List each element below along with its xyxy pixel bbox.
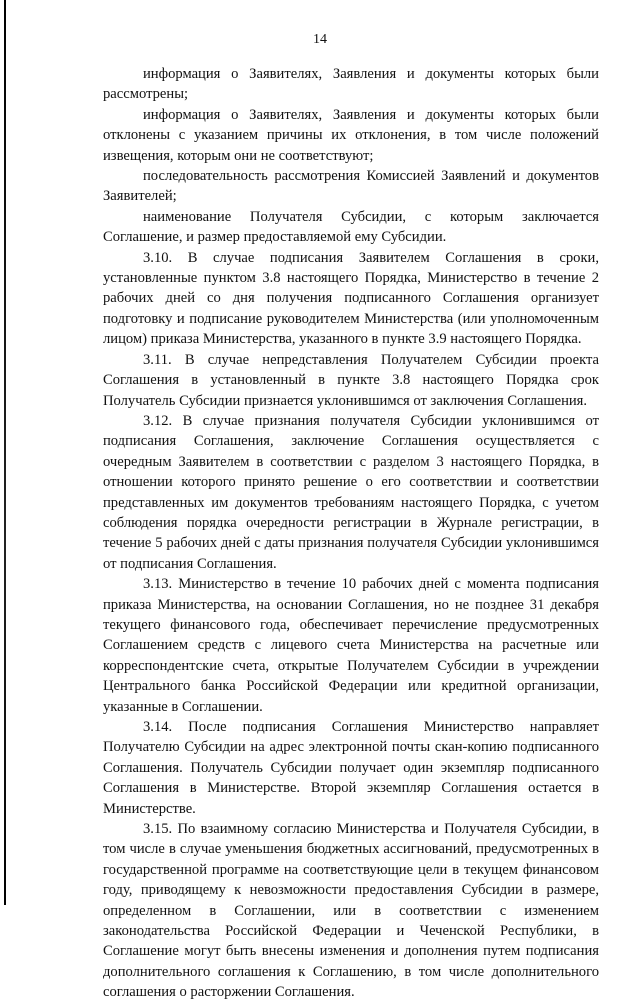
paragraph-3-11: 3.11. В случае непредставления Получателем Субсидии проекта Соглашения в установленный в пункте 3.8 настоящего Порядка срок Получатель Субсидии признается уклонившимся от заключения Соглашения.	[103, 351, 599, 409]
scan-edge-line	[4, 0, 6, 905]
paragraph-review-sequence: последовательность рассмотрения Комиссией Заявлений и документов Заявителей;	[103, 168, 599, 205]
page-number: 14	[313, 32, 327, 47]
paragraph-3-12: 3.12. В случае признания получателя Субсидии уклонившимся от подписания Соглашения, заключение Соглашения осуществляется с очередным Заявителем в соответствии с разделом 3 настоящего Порядка, в отношении которого принято решение о его соответствии и соответствии представленных им документов требованиям настоящего Порядка, с учетом соблюдения порядка очередности регистрации в Журнале регистрации, в течение 5 рабочих дней с даты признания получателя Субсидии уклонившимся от подписания Соглашения.	[103, 412, 599, 572]
paragraph-recipient-name: наименование Получателя Субсидии, с которым заключается Соглашение, и размер предоставляемой ему Субсидии.	[103, 208, 599, 246]
document-body	[103, 64, 599, 1003]
paragraph-3-15: 3.15. По взаимному согласию Министерства и Получателя Субсидии, в том числе в случае уменьшения бюджетных ассигнований, предусмотренных в государственной программе на соответствующие цели в текущем финансовом году, приводящему к невозможности предоставления Субсидии в размере, определенном в Соглашении, или в соответствии с изменением законодательства Российской Федерации и Чеченской Республики, в Соглашение могут быть внесены изменения и дополнения путем подписания дополнительного соглашения к Соглашению, в том числе дополнительного соглашения о расторжении Соглашения.	[103, 821, 599, 1001]
paragraph-3-13: 3.13. Министерство в течение 10 рабочих дней с момента подписания приказа Министерства, на основании Соглашения, но не позднее 31 декабря текущего финансового года, обеспечивает перечисление предусмотренных Соглашением средств с лицевого счета Министерства на расчетные или корреспондентские счета, открытые Получателем Субсидии в учреждении Центрального банка Российской Федерации или кредитной организации, указанные в Соглашении.	[103, 576, 599, 715]
paragraph-3-10: 3.10. В случае подписания Заявителем Соглашения в сроки, установленные пунктом 3.8 настоящего Порядка, Министерство в течение 2 рабочих дней со дня получения подписанного Соглашения организует подготовку и подписание руководителем Министерства (или уполномоченным лицом) приказа Министерства, указанного в пункте 3.9 настоящего Порядка.	[103, 249, 599, 348]
paragraph-reviewed-applicants: информация о Заявителях, Заявления и документы которых были рассмотрены;	[103, 66, 599, 103]
paragraph-3-14: 3.14. После подписания Соглашения Министерство направляет Получателю Субсидии на адрес электронной почты скан-копию подписанного Соглашения. Получатель Субсидии получает один экземпляр подписанного Соглашения в Министерстве. Второй экземпляр Соглашения остается в Министерстве.	[103, 719, 599, 817]
paragraph-rejected-applicants: информация о Заявителях, Заявления и документы которых были отклонены с указанием причины их отклонения, в том числе положений извещения, которым они не соответствуют;	[103, 106, 599, 164]
